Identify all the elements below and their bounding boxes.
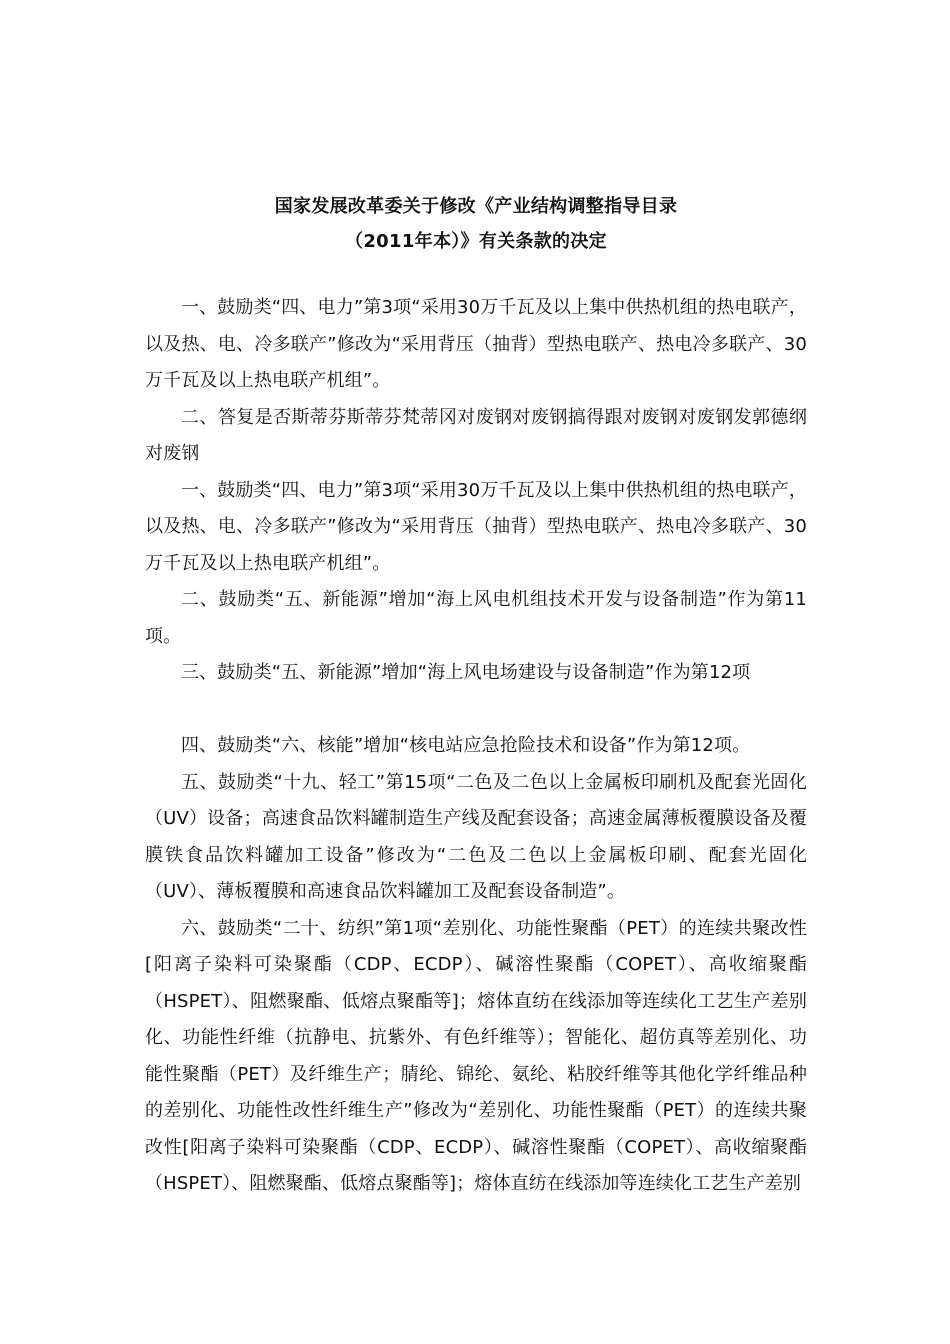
paragraph-7: 五、鼓励类“十九、轻工”第15项“二色及二色以上金属板印刷机及配套光固化（UV）设备；高速食品饮料罐制造生产线及配套设备；高速金属薄板覆膜设备及覆膜铁食品饮料罐加工设备”修改为“二色及二色以上金属板印刷、配套光固化（UV）、薄板覆膜和高速食品饮料罐加工及配套设备制造”。: [145, 771, 807, 902]
document-title-line-2: （2011年本）》有关条款的决定: [345, 231, 607, 252]
paragraph-5: 三、鼓励类“五、新能源”增加“海上风电场建设与设备制造”作为第12项: [181, 662, 751, 683]
paragraph-6: 四、鼓励类“六、核能”增加“核电站应急抢险技术和设备”作为第12项。: [181, 735, 751, 756]
paragraph-4: 二、鼓励类“五、新能源”增加“海上风电机组技术开发与设备制造”作为第11项。: [145, 589, 807, 647]
paragraph-3: 一、鼓励类“四、电力”第3项“采用30万千瓦及以上集中供热机组的热电联产，以及热、电、冷多联产”修改为“采用背压（抽背）型热电联产、热电冷多联产、30万千瓦及以上热电联产机组”。: [145, 479, 807, 574]
paragraph-1: 一、鼓励类“四、电力”第3项“采用30万千瓦及以上集中供热机组的热电联产，以及热、电、冷多联产”修改为“采用背压（抽背）型热电联产、热电冷多联产、30万千瓦及以上热电联产机组”。: [145, 297, 807, 391]
paragraph-2: 二、答复是否斯蒂芬斯蒂芬梵蒂冈对废钢对废钢搞得跟对废钢对废钢发郭德纲对废钢: [145, 406, 807, 464]
paragraph-8: 六、鼓励类“二十、纺织”第1项“差别化、功能性聚酯（PET）的连续共聚改性[阳离子染料可染聚酯（CDP、ECDP）、碱溶性聚酯（COPET）、高收缩聚酯（HSPET）、阻燃聚酯、低熔点聚酯等]；熔体直纺在线添加等连续化工艺生产差别化、功能性纤维（抗静电、抗紫外、有色纤维等）；智能化、超仿真等差别化、功能性聚酯（PET）及纤维生产；腈纶、锦纶、氨纶、粘胶纤维等其他化学纤维品种的差别化、功能性改性纤维生产”修改为“差别化、功能性聚酯（PET）的连续共聚改性[阳离子染料可染聚酯（CDP、ECDP）、碱溶性聚酯（COPET）、高收缩聚酯（HSPET）、阻燃聚酯、低熔点聚酯等]；熔体直纺在线添加等连续化工艺生产差别: [145, 917, 807, 1194]
document-body: [145, 290, 807, 1203]
paragraph-gap: [145, 692, 807, 729]
document-title-line-1: 国家发展改革委关于修改《产业结构调整指导目录: [274, 196, 678, 217]
